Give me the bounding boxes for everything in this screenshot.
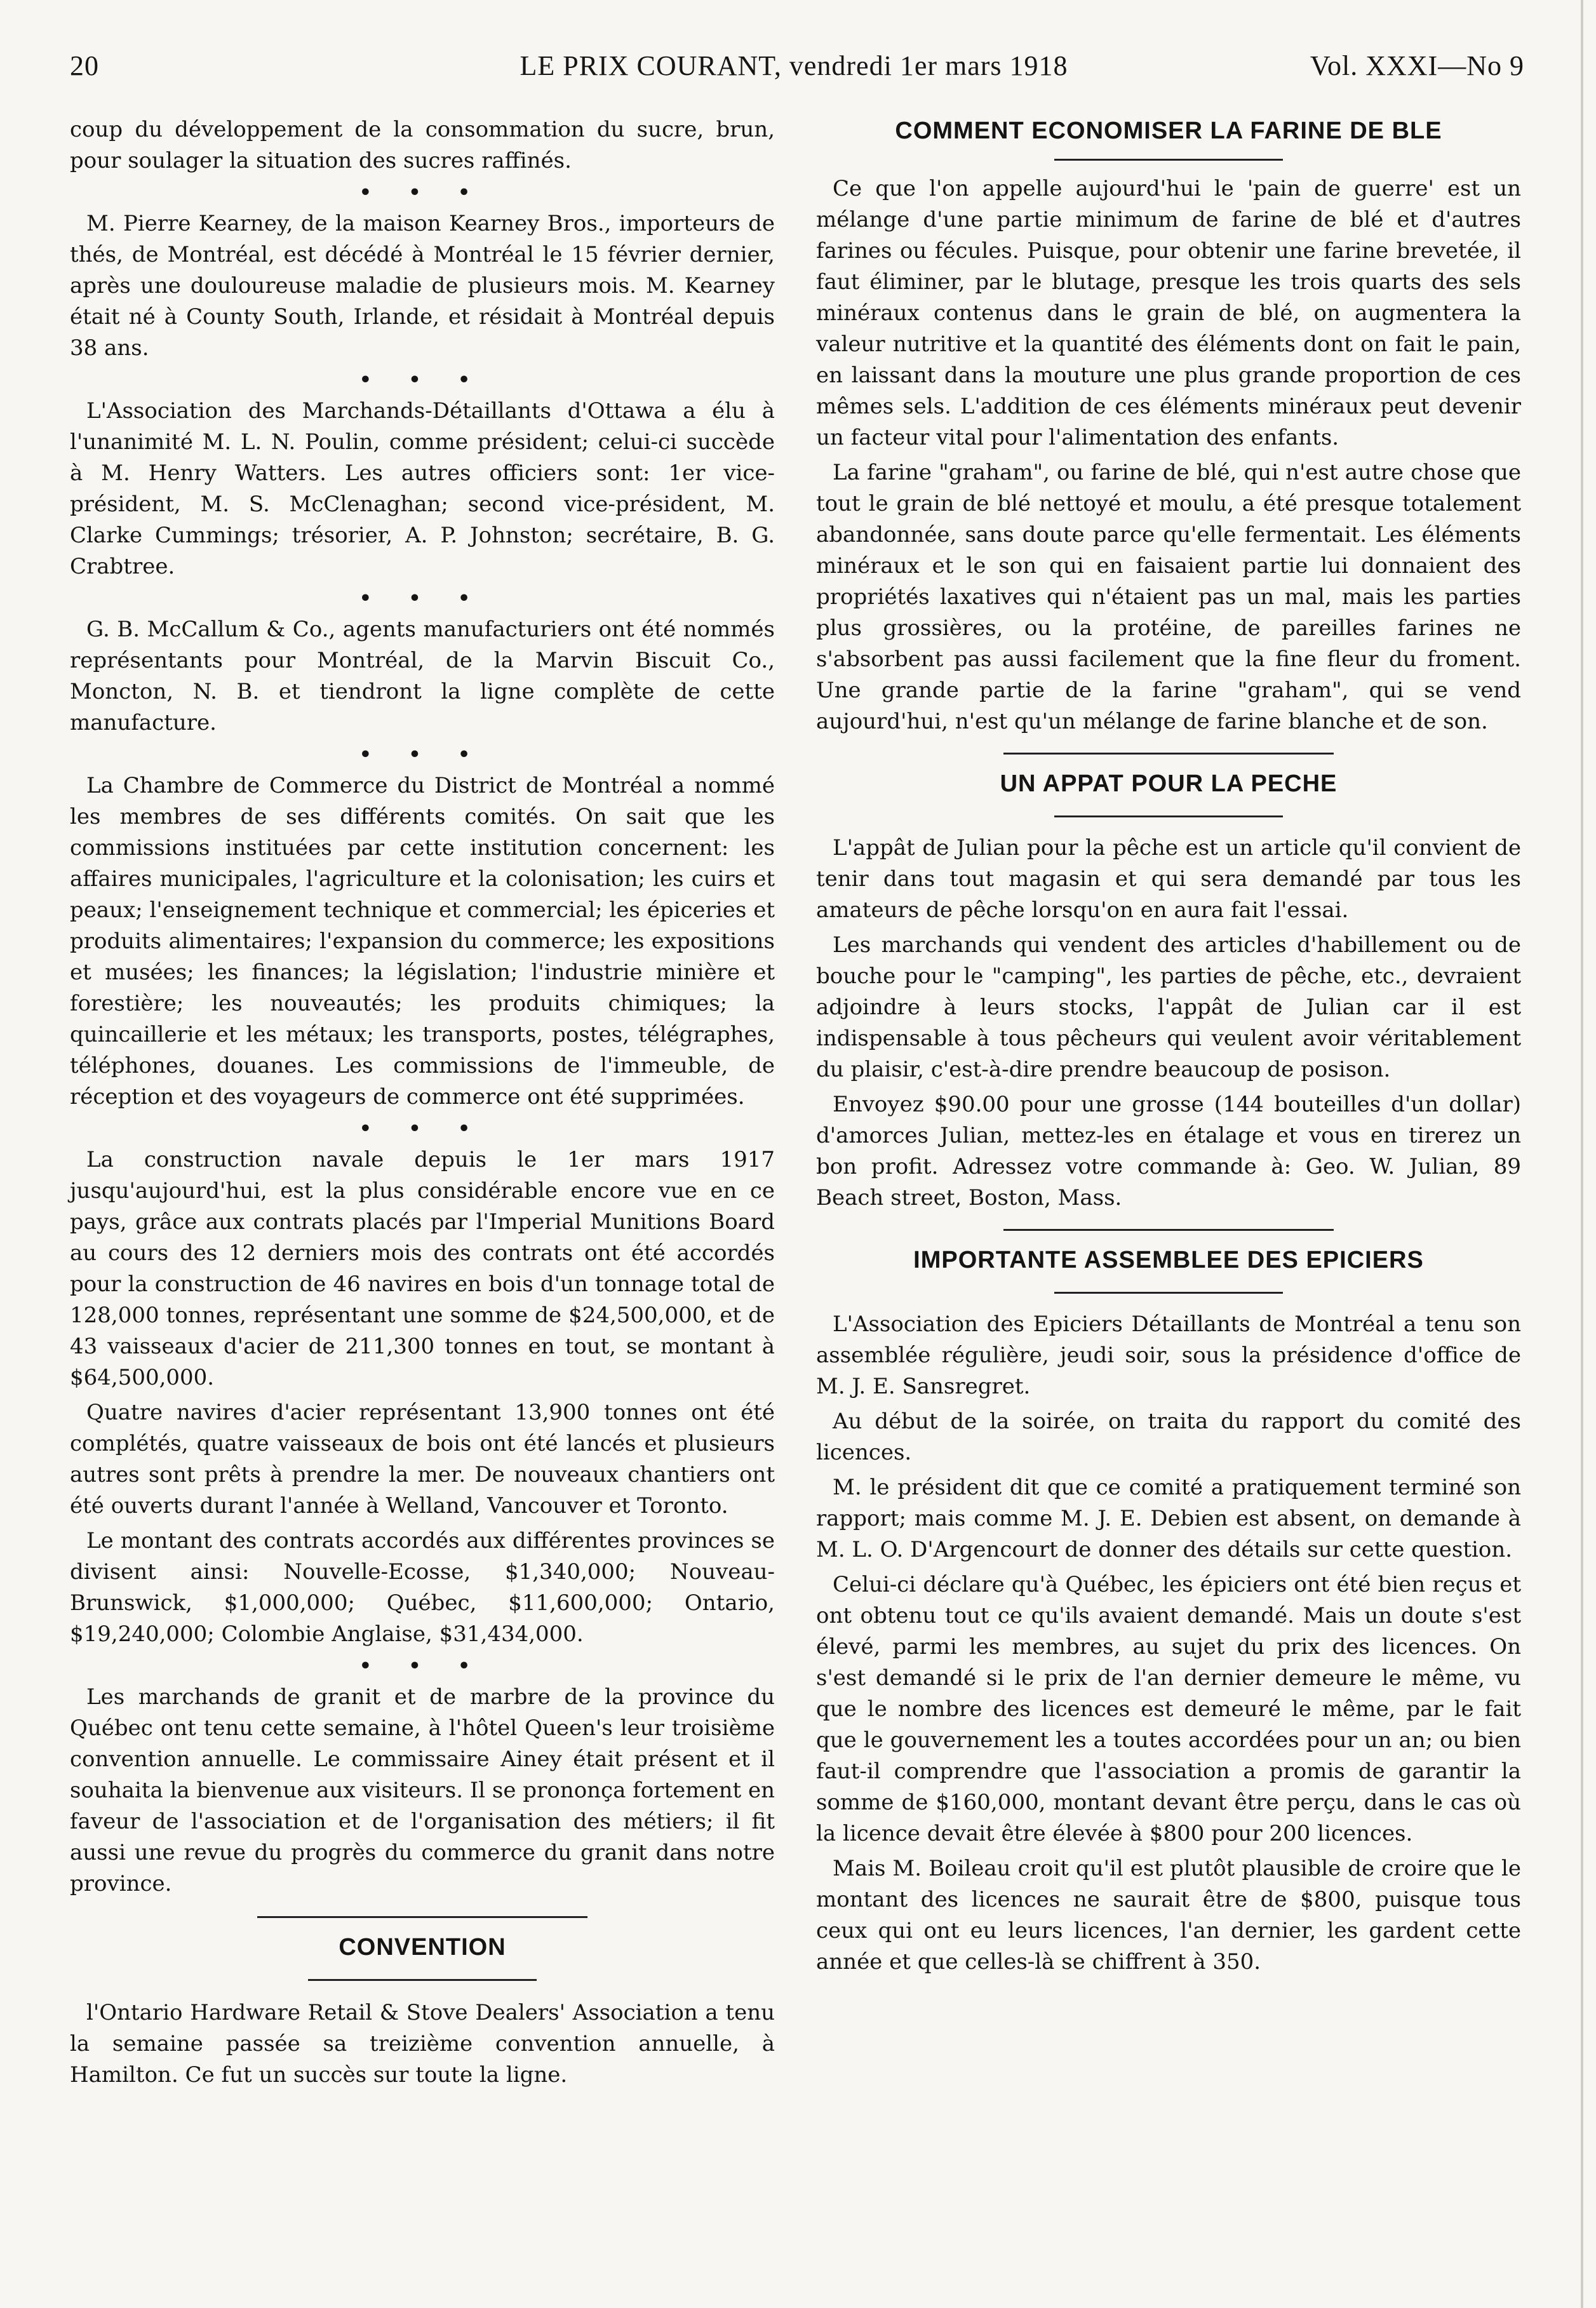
article-paragraph: l'Ontario Hardware Retail & Stove Dealers' Association a tenu la semaine passée sa treizième convention annuelle, à Hamilton. Ce fut un succès sur toute la ligne.: [70, 2000, 775, 2088]
article-paragraph: Au début de la soirée, on traita du rapport du comité des licences.: [816, 1409, 1521, 1465]
article-paragraph: Les marchands qui vendent des articles d'habillement ou de bouche pour le "camping", les parties de pêche, etc., devraient adjoindre à leurs stocks, l'appât de Julian car il est indispensable à tous pêcheurs qui veulent avoir véritablement du plaisir, c'est-à-dire prendre beaucoup de posison.: [816, 932, 1521, 1082]
separator-dots: • • •: [359, 744, 486, 766]
separator-dots: • • •: [359, 369, 486, 391]
separator-dots: • • •: [359, 1655, 486, 1677]
article-paragraph: Le montant des contrats accordés aux différentes provinces se divisent ainsi: Nouvelle-Ecosse, $1,340,000; Nouveau-Brunswick, $1,000,000; Québec, $11,600,000; Ontario, $19,240,000; Colombie Anglaise, $31,434,000.: [70, 1528, 775, 1647]
article-paragraph: Quatre navires d'acier représentant 13,900 tonnes ont été complétés, quatre vaisseaux de bois ont été lancés et plusieurs autres sont prêts à prendre la mer. De nouveaux chantiers ont été ouverts durant l'année à Welland, Vancouver et Toronto.: [70, 1400, 775, 1519]
article-paragraph: La farine "graham", ou farine de blé, qui n'est autre chose que tout le grain de blé nettoyé et moulu, a été presque totalement abandonnée, sans doute parce qu'elle fermentait. Les éléments minéraux et le son qui en faisaient partie lui donnaient des propriétés laxatives qui n'étaient pas un mal, mais les parties plus grossières, ou la protéine, de pareilles farines ne s'absorbent pas aussi facilement que la fine fleur du froment. Une grande partie de la farine "graham", qui se vend aujourd'hui, n'est qu'un mélange de farine blanche et de son.: [816, 460, 1521, 734]
separator-dots: • • •: [359, 587, 486, 610]
section-rule: [1003, 753, 1334, 755]
publication-title: LE PRIX COURANT, vendredi 1er mars 1918: [520, 50, 1068, 81]
section-rule: [257, 1916, 587, 1918]
section-rule: [308, 1979, 537, 1981]
article-paragraph: Les marchands de granit et de marbre de la province du Québec ont tenu cette semaine, à l'hôtel Queen's leur troisième convention annuelle. Le commissaire Ainey était présent et il souhaita la bienvenue aux visiteurs. Il se prononça fortement en faveur de l'association et de l'organisation des métiers; il fit aussi une revue du progrès du commerce du granit dans notre province.: [70, 1684, 775, 1896]
article-paragraph: La Chambre de Commerce du District de Montréal a nommé les membres de ses différents comités. On sait que les commissions instituées par cette institution concernent: les affaires municipales, l'agriculture et la colonisation; les cuirs et peaux; l'enseignement technique et commercial; les épiceries et produits alimentaires; l'expansion du commerce; les expositions et musées; les finances; la législation; l'industrie minière et forestière; les nouveautés; les produits chimiques; la quincaillerie et les métaux; les transports, postes, télégraphes, téléphones, douanes. Les commissions de l'immeuble, de réception et des voyageurs de commerce ont été supprimées.: [70, 773, 775, 1110]
page-header: [64, 44, 1524, 95]
section-rule: [1054, 1292, 1283, 1294]
article-paragraph: coup du développement de la consommation du sucre, brun, pour soulager la situation des sucres raffinés.: [70, 117, 775, 173]
article-paragraph: L'Association des Marchands-Détaillants d'Ottawa a élu à l'unanimité M. L. N. Poulin, comme président; celui-ci succède à M. Henry Watters. Les autres officiers sont: 1er vice-président, M. S. McClenaghan; second vice-président, M. Clarke Cummings; trésorier, A. P. Johnston; secrétaire, B. G. Crabtree.: [70, 398, 775, 579]
separator-dots: • • •: [359, 1118, 486, 1140]
article-paragraph: Mais M. Boileau croit qu'il est plutôt plausible de croire que le montant des licences ne saurait être de $800, puisque tous ceux qui ont eu leurs licences, l'an dernier, les gardent cette année et que celles-là se chiffrent à 350.: [816, 1856, 1521, 1975]
flour-article-heading: COMMENT ECONOMISER LA FARINE DE BLE: [895, 117, 1442, 144]
article-paragraph: Envoyez $90.00 pour une grosse (144 bouteilles d'un dollar) d'amorces Julian, mettez-les en étalage et vous en tirerez un bon profit. Adressez votre commande à: Geo. W. Julian, 89 Beach street, Boston, Mass.: [816, 1092, 1521, 1211]
fishing-article-heading: UN APPAT POUR LA PECHE: [1000, 770, 1338, 797]
section-rule: [1054, 815, 1283, 817]
section-rule: [1054, 159, 1283, 161]
volume-number: Vol. XXXI—No 9: [1310, 50, 1524, 81]
article-paragraph: Celui-ci déclare qu'à Québec, les épiciers ont été bien reçus et ont obtenu tout ce qu'ils avaient demandé. Mais un doute s'est élevé, parmi les membres, au sujet du prix des licences. On s'est demandé si le prix de l'an dernier demeure le même, vu que le nombre des licences est demeuré le même, par le fait que le gouvernement les a toutes accordées pour un an; ou bien faut-il comprendre que l'association a promis de garantir la somme de $160,000, montant devant être perçu, dans le cas où la licence devait être élevée à $800 pour 200 licences.: [816, 1572, 1521, 1846]
article-paragraph: Ce que l'on appelle aujourd'hui le 'pain de guerre' est un mélange d'une partie minimum de farine de blé et d'autres farines ou fécules. Puisque, pour obtenir une farine brevetée, il faut éliminer, par le blutage, presque les trois quarts des sels minéraux contenus dans le grain de blé, on augmentera la valeur nutritive et la quantité des éléments dont on fait le pain, en laissant dans la mouture une plus grande proportion de ces mêmes sels. L'addition de ces éléments minéraux peut devenir un facteur vital pour l'alimentation des enfants.: [816, 176, 1521, 450]
article-paragraph: M. le président dit que ce comité a pratiquement terminé son rapport; mais comme M. J. E. Debien est absent, on demande à M. L. O. D'Argencourt de donner des détails sur cette question.: [816, 1475, 1521, 1562]
newspaper-page: [64, 44, 1524, 2280]
article-paragraph: G. B. McCallum & Co., agents manufacturiers ont été nommés représentants pour Montréal, de la Marvin Biscuit Co., Moncton, N. B. et tiendront la ligne complète de cette manufacture.: [70, 617, 775, 735]
article-paragraph: L'appât de Julian pour la pêche est un article qu'il convient de tenir dans tout magasin et qui sera demandé par tous les amateurs de pêche lorsqu'on en aura fait l'essai.: [816, 835, 1521, 923]
left-column: [70, 114, 775, 2095]
article-paragraph: L'Association des Epiciers Détaillants de Montréal a tenu son assemblée régulière, jeudi soir, sous la présidence d'office de M. J. E. Sansregret.: [816, 1312, 1521, 1399]
section-rule: [1003, 1229, 1334, 1231]
separator-dots: • • •: [359, 182, 486, 204]
page-edge-shadow: [1581, 0, 1583, 2308]
article-paragraph: La construction navale depuis le 1er mars 1917 jusqu'aujourd'hui, est la plus considérable encore vue en ce pays, grâce aux contrats placés par l'Imperial Munitions Board au cours des 12 derniers mois des contrats ont été accordés pour la construction de 46 navires en bois d'un tonnage total de 128,000 tonnes, représentant une somme de $24,500,000, et de 43 vaisseaux d'acier de 211,300 tonnes en tout, se montant à $64,500,000.: [70, 1147, 775, 1390]
convention-heading: CONVENTION: [339, 1934, 506, 1961]
grocers-article-heading: IMPORTANTE ASSEMBLEE DES EPICIERS: [913, 1247, 1424, 1273]
right-column: [816, 114, 1521, 1982]
article-paragraph: M. Pierre Kearney, de la maison Kearney Bros., importeurs de thés, de Montréal, est décédé à Montréal le 15 février dernier, après une douloureuse maladie de plusieurs mois. M. Kearney était né à County South, Irlande, et résidait à Montréal depuis 38 ans.: [70, 211, 775, 361]
page-number: 20: [70, 50, 99, 81]
